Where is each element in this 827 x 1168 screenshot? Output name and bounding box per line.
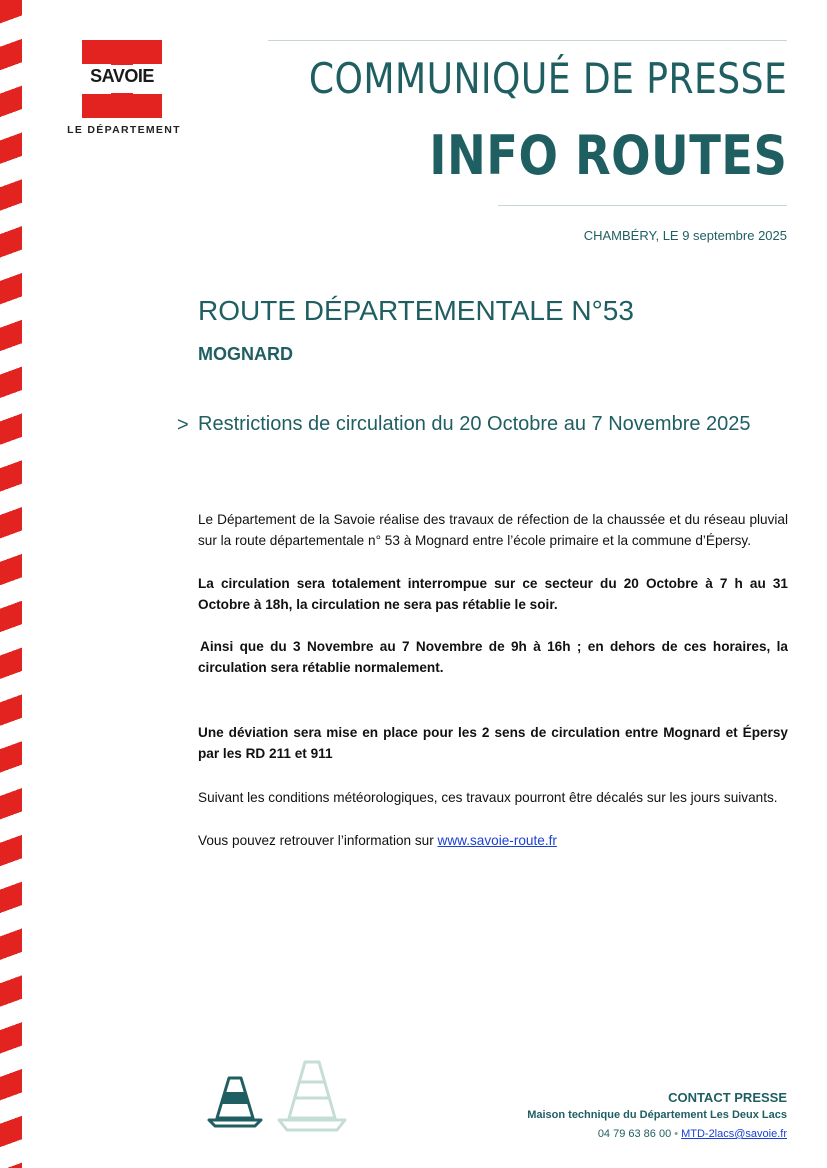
dateline: CHAMBÉRY, LE 9 septembre 2025 [583, 228, 787, 243]
contact-email-link[interactable]: MTD-2lacs@savoie.fr [681, 1128, 787, 1140]
logo-name: SAVOIE [90, 66, 154, 86]
header-rule-top [268, 40, 787, 41]
paragraph-weather: Suivant les conditions météorologiques, ces travaux pourront être décalés sur les jours suivants. [198, 790, 778, 805]
route-heading: ROUTE DÉPARTEMENTALE N°53 [198, 295, 634, 326]
header-title-line1: COMMUNIQUÉ DE PRESSE [308, 54, 787, 103]
traffic-cone-icon [209, 1078, 261, 1126]
contact-title: CONTACT PRESSE [668, 1090, 787, 1105]
logo-subtitle: LE DÉPARTEMENT [67, 124, 181, 136]
savoie-route-link[interactable]: www.savoie-route.fr [437, 833, 557, 848]
left-border-stripes [0, 0, 22, 1168]
traffic-cones-illustration [205, 1060, 355, 1140]
paragraph-hours: Ainsi que du 3 Novembre au 7 Novembre de 9h à 16h ; en dehors de ces horaires, la circulation sera rétablie normalement. [198, 639, 788, 675]
contact-separator: • [674, 1128, 679, 1140]
commune-heading: MOGNARD [198, 344, 293, 364]
paragraph-detour: Une déviation sera mise en place pour les 2 sens de circulation entre Mognard et Épersy par les RD 211 et 911 [198, 725, 788, 761]
contact-details [598, 1128, 787, 1140]
paragraph-intro: Le Département de la Savoie réalise des travaux de réfection de la chaussée et du réseau pluvial sur la route départementale n° 53 à Mognard entre l’école primaire et la commune d’Épersy. [198, 512, 788, 548]
traffic-cone-outline-icon [279, 1062, 345, 1130]
paragraph-closure: La circulation sera totalement interrompue sur ce secteur du 20 Octobre à 7 h au 31 Octobre à 18h, la circulation ne sera pas rétablie le soir. [198, 576, 788, 612]
subject-line: Restrictions de circulation du 20 Octobre au 7 Novembre 2025 [198, 413, 751, 435]
info-text: Vous pouvez retrouver l’information sur [198, 833, 438, 848]
header-title-line2: INFO ROUTES [428, 124, 787, 187]
contact-phone: 04 79 63 86 00 [597, 1128, 672, 1140]
savoie-logo [82, 40, 162, 118]
header-rule-bottom [498, 205, 787, 206]
chevron-right-icon: > [177, 414, 189, 436]
paragraph-info [198, 830, 788, 851]
contact-organization: Maison technique du Département Les Deux Lacs [527, 1109, 787, 1121]
